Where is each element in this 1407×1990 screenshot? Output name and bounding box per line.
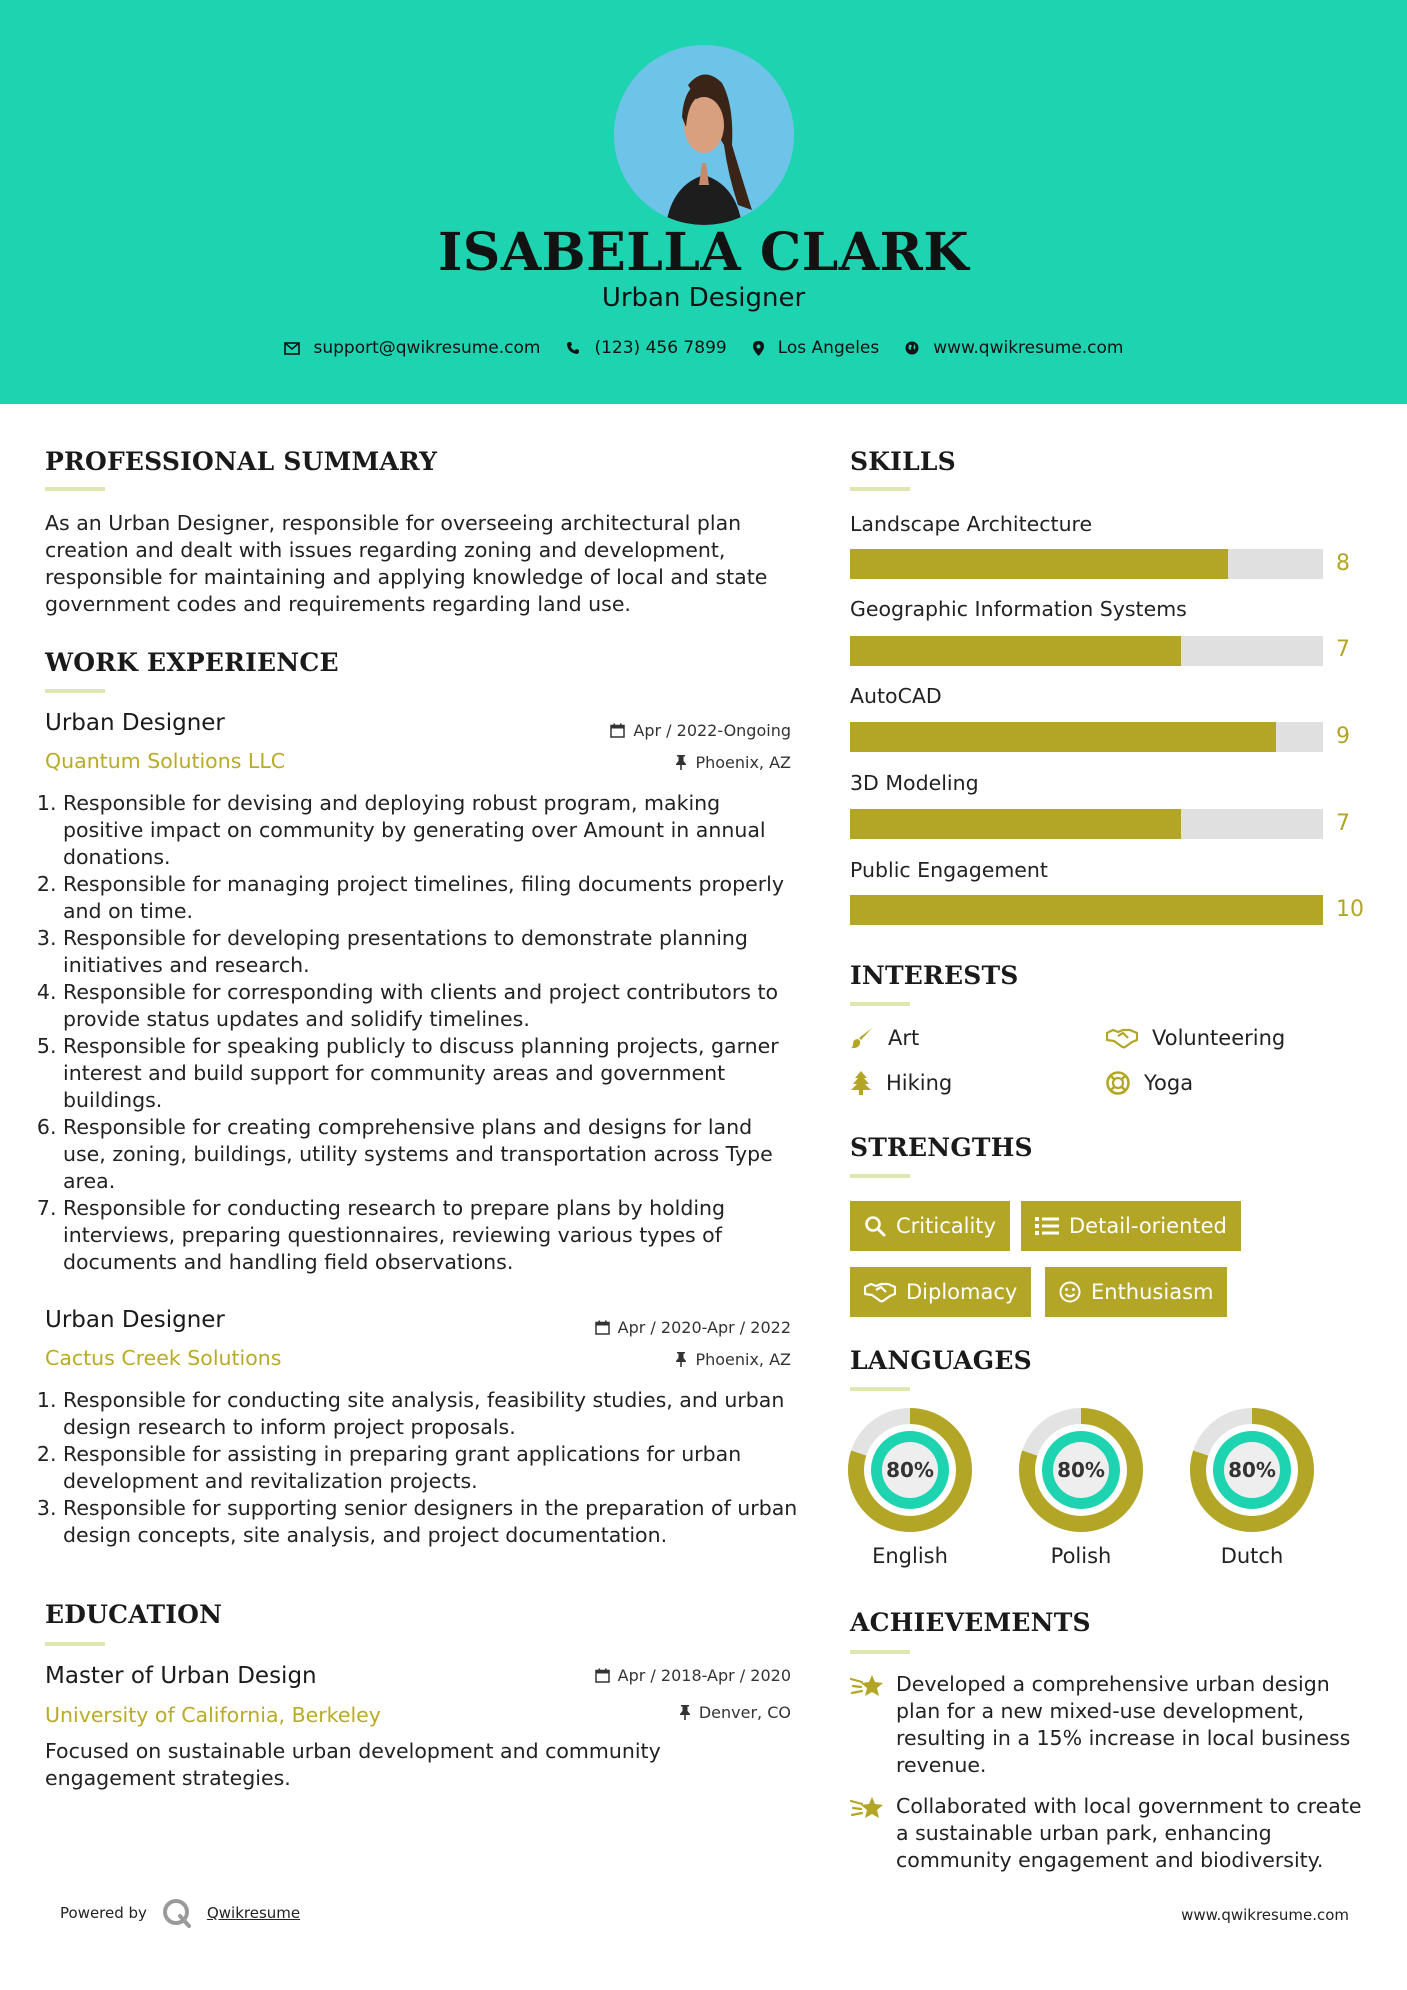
skill-bar [850, 636, 1323, 666]
skill-name: Landscape Architecture [850, 512, 1093, 536]
contact-location-text: Los Angeles [777, 338, 880, 358]
candidate-title: Urban Designer [601, 283, 806, 313]
pushpin-icon [679, 1705, 691, 1720]
qwikresume-logo-icon [161, 1897, 193, 1929]
interest-volunteering [1106, 1026, 1285, 1050]
language-gauge [1190, 1408, 1314, 1532]
contact-phone[interactable] [566, 338, 726, 358]
interest-label: Yoga [1144, 1071, 1194, 1095]
education-heading-rule [45, 1642, 105, 1646]
school-name: University of California, Berkeley [45, 1703, 381, 1727]
calendar-icon [595, 1320, 610, 1335]
calendar-icon [610, 723, 625, 738]
handshake-icon [864, 1281, 896, 1303]
skill-bar-fill [850, 549, 1228, 579]
job-2-dates [491, 1318, 791, 1337]
contact-website-text: www.qwikresume.com [933, 338, 1124, 358]
job-1-title: Urban Designer [45, 710, 225, 736]
experience-heading: WORK EXPERIENCE [45, 648, 339, 677]
skill-name: AutoCAD [850, 684, 942, 708]
education-dates [491, 1666, 791, 1685]
job-2-dates-text: Apr / 2020-Apr / 2022 [617, 1318, 791, 1337]
list-item: 1. Responsible for conducting site analysis, feasibility studies, and urban design research to inform project proposals. [63, 1387, 800, 1441]
skill-level: 9 [1336, 724, 1350, 749]
summary-heading-rule [45, 487, 105, 491]
skill-level: 8 [1336, 551, 1350, 576]
interests-heading: INTERESTS [850, 961, 1019, 990]
strength-tag-diplomacy [850, 1267, 1031, 1317]
language-gauge [1019, 1408, 1143, 1532]
job-2-location-text: Phoenix, AZ [695, 1350, 791, 1369]
interest-art [850, 1026, 919, 1050]
education-location [491, 1703, 791, 1722]
search-icon [864, 1215, 886, 1237]
languages-heading-rule [850, 1387, 910, 1391]
contact-email-text: support@qwikresume.com [313, 338, 541, 358]
experience-heading-rule [45, 689, 105, 693]
list-item: 1. Responsible for devising and deploying robust program, making positive impact on community by generating over Amount in annual donations. [63, 790, 800, 871]
contact-website[interactable] [905, 338, 1123, 358]
strength-label: Detail-oriented [1069, 1214, 1227, 1238]
achievement-text: Developed a comprehensive urban design plan for a new mixed-use development, resulting in a 15% increase in local business revenue. [896, 1672, 1351, 1777]
skill-name: Geographic Information Systems [850, 597, 1187, 621]
achievement-item [850, 1671, 1370, 1779]
powered-by-text: Powered by [60, 1904, 147, 1922]
strengths-heading: STRENGTHS [850, 1133, 1033, 1162]
skill-bar-fill [850, 809, 1181, 839]
language-name: English [872, 1544, 948, 1568]
achievement-text: Collaborated with local government to create a sustainable urban park, enhancing community engagement and biodiversity. [896, 1794, 1362, 1872]
skill-bar-fill [850, 722, 1276, 752]
paintbrush-icon [850, 1026, 874, 1050]
interest-label: Hiking [886, 1071, 953, 1095]
skills-heading-rule [850, 487, 910, 491]
contact-phone-text: (123) 456 7899 [594, 338, 727, 358]
profile-photo [614, 45, 794, 225]
language-name: Polish [1050, 1544, 1112, 1568]
interest-yoga [1106, 1071, 1193, 1095]
interest-label: Volunteering [1152, 1026, 1286, 1050]
job-1-location [491, 753, 791, 772]
strength-label: Enthusiasm [1091, 1280, 1214, 1304]
interest-label: Art [888, 1026, 920, 1050]
footer-branding [60, 1897, 300, 1929]
degree-title: Master of Urban Design [45, 1663, 317, 1689]
strength-label: Diplomacy [906, 1280, 1018, 1304]
skill-bar-fill [850, 895, 1323, 925]
job-2-company: Cactus Creek Solutions [45, 1346, 282, 1370]
achievements-heading-rule [850, 1650, 910, 1654]
gauge-percent: 80% [1228, 1458, 1276, 1482]
contact-email[interactable] [284, 338, 541, 358]
language-gauge [848, 1408, 972, 1532]
smile-icon [1059, 1281, 1081, 1303]
strength-tag-enthusiasm [1045, 1267, 1227, 1317]
strength-label: Criticality [896, 1214, 996, 1238]
strengths-heading-rule [850, 1174, 910, 1178]
job-1-responsibilities [45, 790, 800, 1276]
list-icon [1035, 1216, 1059, 1236]
skill-level: 7 [1336, 811, 1350, 836]
globe-icon [905, 341, 919, 355]
contact-bar [0, 338, 1407, 358]
map-pin-icon [753, 341, 764, 356]
education-location-text: Denver, CO [698, 1703, 791, 1722]
pushpin-icon [675, 755, 687, 770]
strength-tag-criticality [850, 1201, 1010, 1251]
lifebuoy-icon [1106, 1071, 1130, 1095]
language-name: Dutch [1220, 1544, 1284, 1568]
list-item: 2. Responsible for assisting in preparing grant applications for urban development and revitalization projects. [63, 1441, 800, 1495]
list-item: 2. Responsible for managing project timelines, filing documents properly and on time. [63, 871, 800, 925]
achievement-item [850, 1793, 1370, 1874]
education-description: Focused on sustainable urban development and community engagement strategies. [45, 1739, 661, 1790]
job-2-title: Urban Designer [45, 1307, 225, 1333]
job-1-dates-text: Apr / 2022-Ongoing [633, 721, 791, 740]
summary-heading: PROFESSIONAL SUMMARY [45, 447, 438, 476]
list-item: 7. Responsible for conducting research to prepare plans by holding interviews, preparing questionnaires, reviewing various types of documents and handling field observations. [63, 1195, 800, 1276]
job-2-responsibilities [45, 1387, 800, 1549]
skill-level: 7 [1336, 637, 1350, 662]
job-1-dates [491, 721, 791, 740]
summary-text: As an Urban Designer, responsible for overseeing architectural plan creation and dealt with issues regarding zoning and development, responsible for maintaining and applying knowledge of local and state government codes and requirements regarding land use. [45, 511, 768, 616]
list-item: 5. Responsible for speaking publicly to discuss planning projects, garner interest and build support for community areas and government buildings. [63, 1033, 800, 1114]
achievements-heading: ACHIEVEMENTS [850, 1608, 1091, 1637]
job-1-company: Quantum Solutions LLC [45, 749, 286, 773]
language-polish [1019, 1408, 1143, 1568]
education-heading: EDUCATION [45, 1600, 223, 1629]
interest-hiking [850, 1071, 952, 1095]
strength-tag-detail-oriented [1021, 1201, 1241, 1251]
skill-bar [850, 809, 1323, 839]
list-item: 3. Responsible for supporting senior designers in the preparation of urban design concepts, site analysis, and project documentation. [63, 1495, 800, 1549]
skill-bar [850, 722, 1323, 752]
skill-level: 10 [1336, 897, 1364, 922]
skill-bar [850, 549, 1323, 579]
qwikresume-link[interactable]: Qwikresume [206, 1904, 301, 1922]
languages-heading: LANGUAGES [850, 1346, 1032, 1375]
contact-location [753, 338, 880, 358]
pushpin-icon [675, 1352, 687, 1367]
handshake-icon [1106, 1027, 1138, 1049]
language-english [848, 1408, 972, 1568]
job-1-location-text: Phoenix, AZ [695, 753, 791, 772]
language-dutch [1190, 1408, 1314, 1568]
gauge-percent: 80% [886, 1458, 934, 1482]
calendar-icon [595, 1668, 610, 1683]
skill-bar [850, 895, 1323, 925]
resume-header [0, 0, 1407, 404]
skill-name: Public Engagement [850, 858, 1048, 882]
skill-name: 3D Modeling [850, 771, 979, 795]
candidate-name: ISABELLA CLARK [437, 222, 970, 283]
skill-bar-fill [850, 636, 1181, 666]
interests-heading-rule [850, 1002, 910, 1006]
education-dates-text: Apr / 2018-Apr / 2020 [617, 1666, 791, 1685]
tree-icon [850, 1071, 872, 1095]
gauge-percent: 80% [1057, 1458, 1105, 1482]
shooting-star-icon [850, 1673, 884, 1699]
list-item: 4. Responsible for corresponding with clients and project contributors to provide status updates and solidify timelines. [63, 979, 800, 1033]
footer-website[interactable]: www.qwikresume.com [1181, 1906, 1349, 1924]
job-2-location [491, 1350, 791, 1369]
phone-icon [566, 341, 580, 355]
list-item: 6. Responsible for creating comprehensive plans and designs for land use, zoning, buildings, utility systems and transportation across Type area. [63, 1114, 800, 1195]
skills-heading: SKILLS [850, 447, 956, 476]
list-item: 3. Responsible for developing presentations to demonstrate planning initiatives and research. [63, 925, 800, 979]
envelope-icon [284, 342, 300, 355]
shooting-star-icon [850, 1795, 884, 1821]
